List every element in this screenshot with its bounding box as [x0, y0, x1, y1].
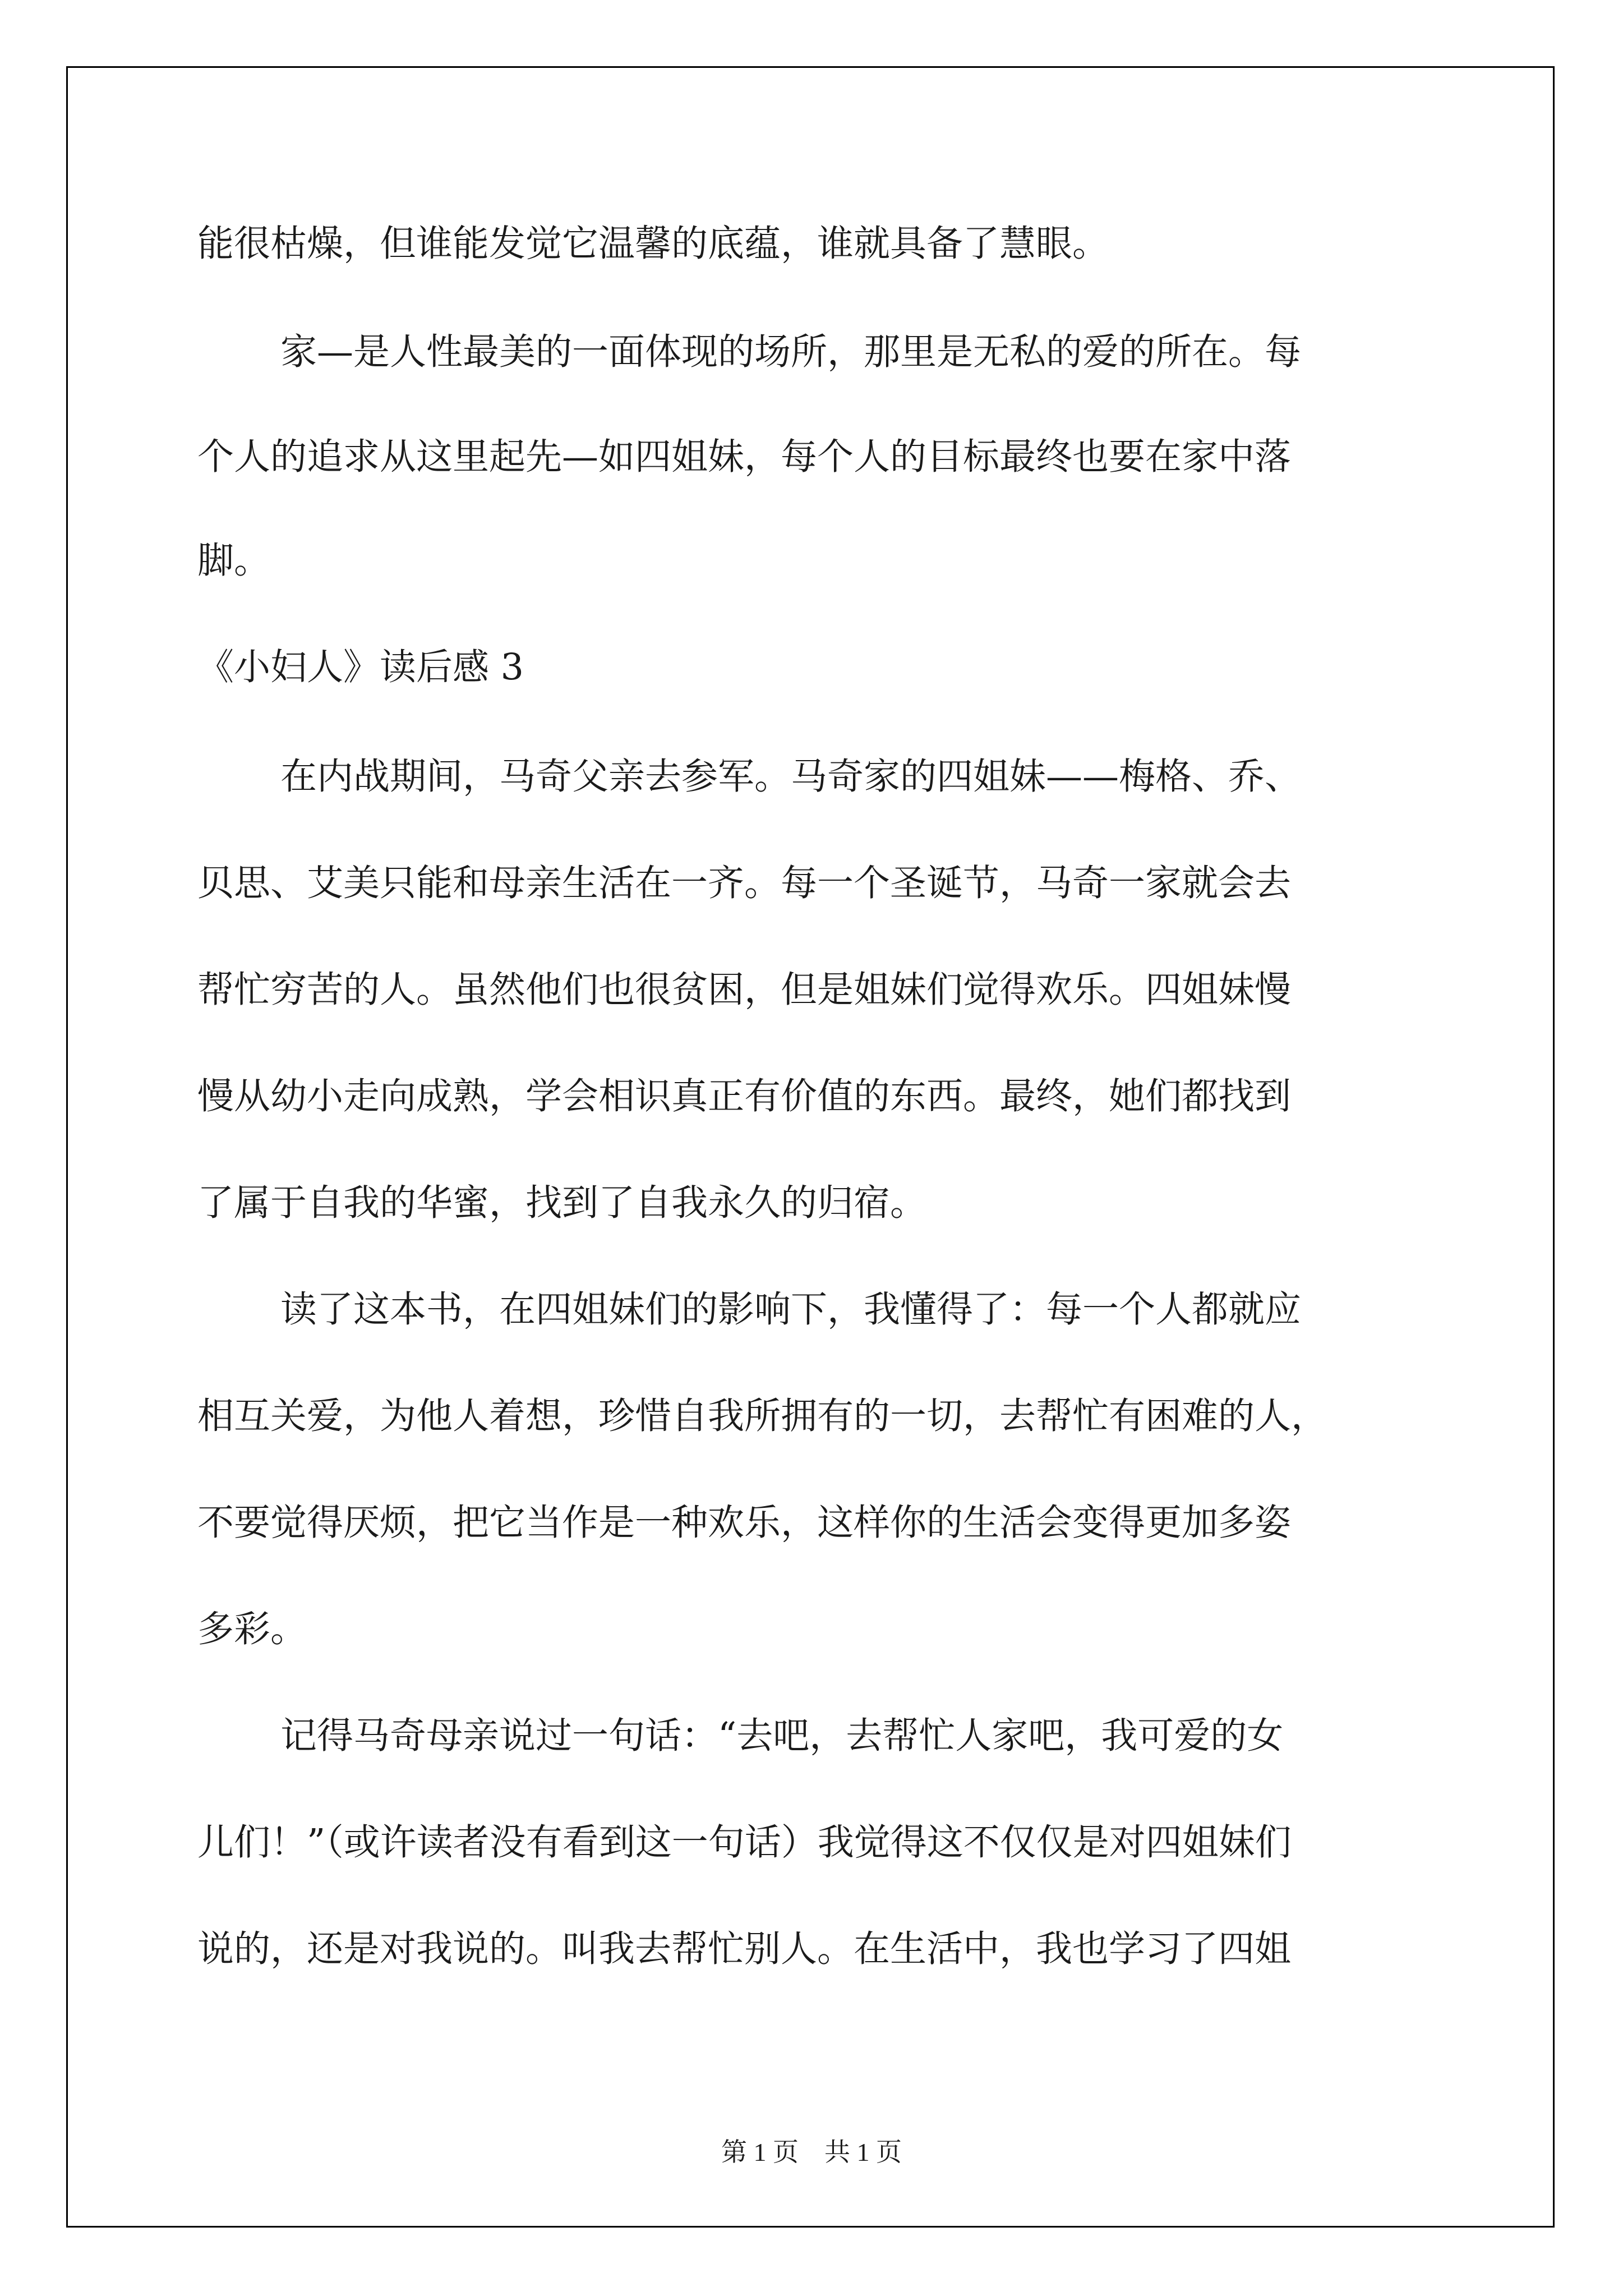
text-line: 贝思、艾美只能和母亲生活在一齐。每一个圣诞节，马奇一家就会去 [197, 862, 1292, 904]
page-footer: 第 1 页 共 1 页 [721, 2138, 902, 2166]
page-border [66, 66, 1555, 2228]
text-line: 多彩。 [197, 1608, 307, 1650]
section-heading: 《小妇人》读后感 3 [197, 646, 524, 688]
text-line: 了属于自我的华蜜，找到了自我永久的归宿。 [197, 1182, 927, 1224]
text-line: 不要觉得厌烦，把它当作是一种欢乐，这样你的生活会变得更加多姿 [197, 1502, 1292, 1544]
paragraph-start-line: 在内战期间，马奇父亲去参军。马奇家的四姐妹——梅格、乔、 [280, 756, 1302, 798]
text-line: 说的，还是对我说的。叫我去帮忙别人。在生活中，我也学习了四姐 [197, 1928, 1292, 1970]
text-line: 相互关爱，为他人着想，珍惜自我所拥有的一切，去帮忙有困难的人， [197, 1395, 1328, 1437]
paragraph-start-line: 家—是人性最美的一面体现的场所，那里是无私的爱的所在。每 [280, 331, 1302, 373]
text-line: 个人的追求从这里起先—如四姐妹，每个人的目标最终也要在家中落 [197, 436, 1292, 478]
text-line: 帮忙穷苦的人。虽然他们也很贫困，但是姐妹们觉得欢乐。四姐妹慢 [197, 969, 1292, 1011]
text-line: 儿们！”（或许读者没有看到这一句话）我觉得这不仅仅是对四姐妹们 [197, 1821, 1292, 1864]
text-line: 脚。 [197, 540, 271, 582]
paragraph-start-line: 记得马奇母亲说过一句话：“去吧，去帮忙人家吧，我可爱的女 [280, 1715, 1284, 1757]
text-line: 慢从幼小走向成熟，学会相识真正有价值的东西。最终，她们都找到 [197, 1075, 1292, 1117]
text-line: 能很枯燥，但谁能发觉它温馨的底蕴，谁就具备了慧眼。 [197, 223, 1109, 265]
paragraph-start-line: 读了这本书，在四姐妹们的影响下，我懂得了：每一个人都就应 [280, 1289, 1302, 1331]
